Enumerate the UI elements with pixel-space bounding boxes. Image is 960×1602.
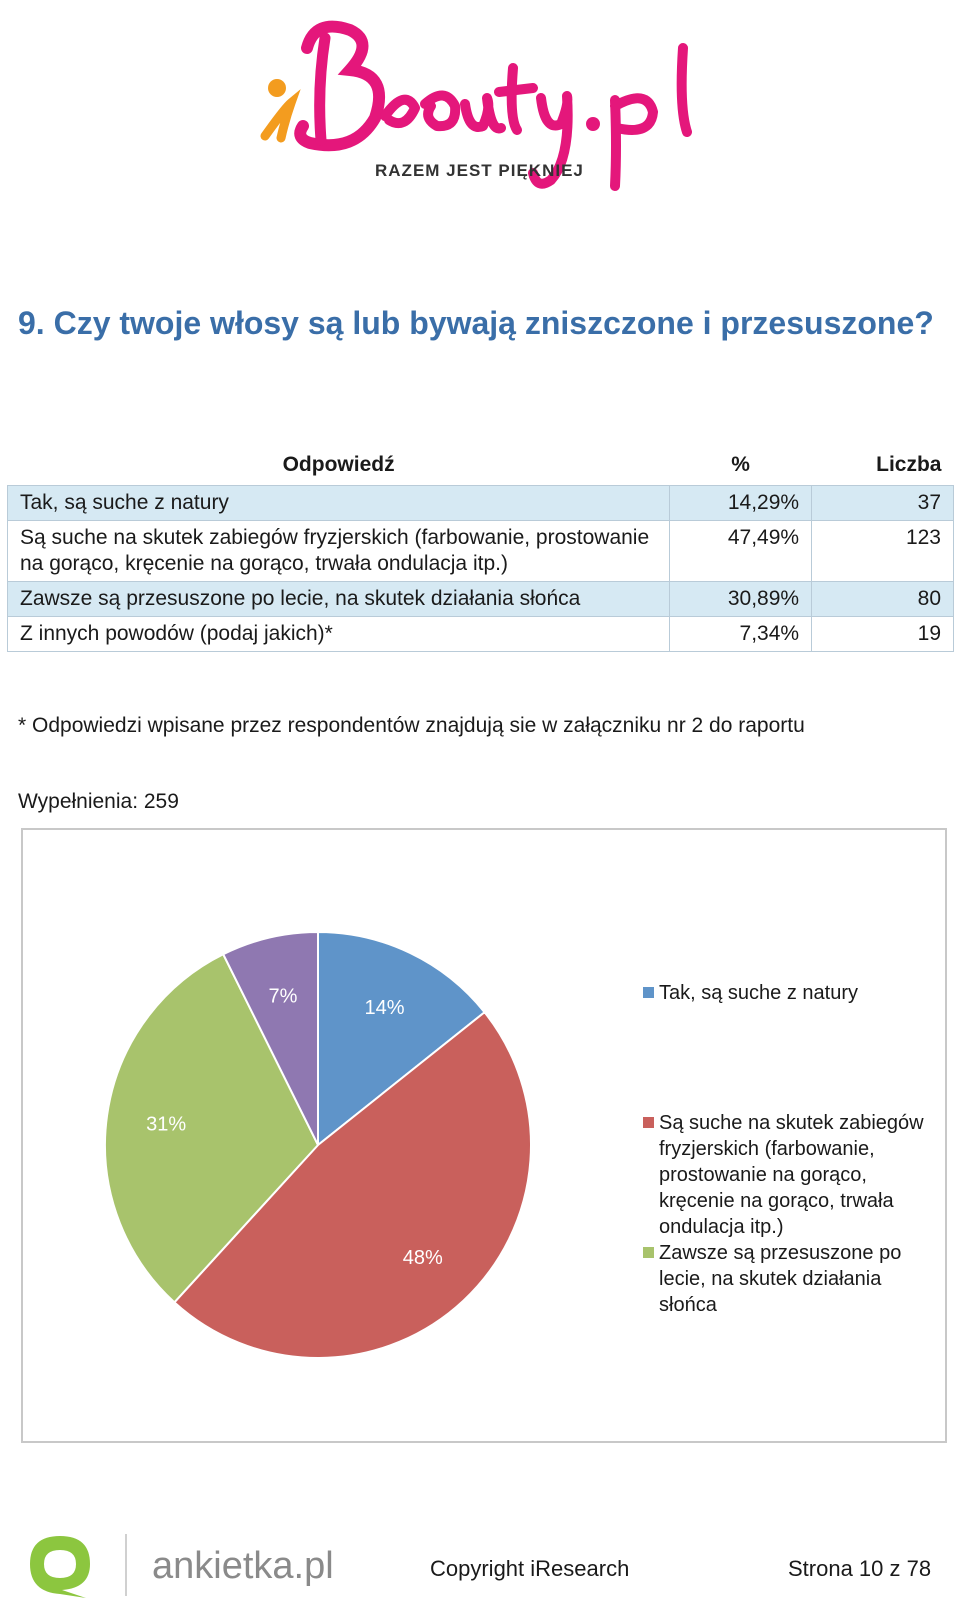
ibeauty-logo — [255, 8, 725, 198]
row-answer: Zawsze są przesuszone po lecie, na skutek działania słońca — [8, 581, 670, 616]
pie-data-label: 7% — [268, 985, 298, 1008]
ankietka-brand: ankietka.pl — [152, 1545, 334, 1587]
table-row — [8, 616, 954, 651]
legend-label: Zawsze są przesuszone po lecie, na skutek działania słońca — [659, 1242, 902, 1316]
pie-data-label: 14% — [364, 996, 405, 1019]
answers-table — [7, 445, 954, 652]
pie-data-label: 31% — [146, 1113, 187, 1136]
row-count: 37 — [812, 485, 954, 520]
ankietka-logo — [22, 1530, 342, 1600]
row-percent: 30,89% — [670, 581, 812, 616]
row-percent: 7,34% — [670, 616, 812, 651]
row-count: 123 — [812, 520, 954, 581]
legend-item — [643, 980, 943, 1006]
table-footnote: * Odpowiedzi wpisane przez respondentów znajdują sie w załączniku nr 2 do raportu — [18, 714, 805, 737]
table-header-row — [8, 445, 954, 485]
legend-swatch — [643, 987, 654, 998]
legend-label: Są suche na skutek zabiegów fryzjerskich (farbowanie, prostowanie na gorąco, kręcenie na gorąco, trwała ondulacja itp.) — [659, 1112, 924, 1238]
pie-data-label: 48% — [402, 1247, 443, 1270]
row-answer: Tak, są suche z natury — [8, 485, 670, 520]
copyright: Copyright iResearch — [430, 1556, 630, 1581]
header-percent: % — [731, 452, 750, 476]
ibeauty-logo-graphic — [255, 8, 725, 198]
ankietka-logo-graphic — [22, 1530, 342, 1600]
legend-item — [643, 1110, 943, 1240]
ibeauty-tagline: RAZEM JEST PIĘKNIEJ — [375, 161, 584, 180]
table-row — [8, 485, 954, 520]
fill-count: Wypełnienia: 259 — [18, 790, 179, 813]
row-answer: Z innych powodów (podaj jakich)* — [8, 616, 670, 651]
table-row — [8, 581, 954, 616]
table-row — [8, 520, 954, 581]
legend-swatch — [643, 1117, 654, 1128]
row-count: 80 — [812, 581, 954, 616]
row-percent: 14,29% — [670, 485, 812, 520]
header-answer: Odpowiedź — [282, 452, 395, 476]
page-number: Strona 10 z 78 — [788, 1556, 932, 1581]
legend-label: Tak, są suche z natury — [659, 982, 858, 1004]
row-answer: Są suche na skutek zabiegów fryzjerskich (farbowanie, prostowanie na gorąco, kręcenie na gorąco, trwała ondulacja itp.) — [8, 520, 670, 581]
question-title: 9. Czy twoje włosy są lub bywają zniszczone i przesuszone? — [18, 305, 934, 341]
legend-swatch — [643, 1247, 654, 1258]
row-count: 19 — [812, 616, 954, 651]
header-count: Liczba — [876, 452, 942, 476]
row-percent: 47,49% — [670, 520, 812, 581]
pie-chart-box — [21, 828, 947, 1443]
legend-item — [643, 1240, 943, 1318]
